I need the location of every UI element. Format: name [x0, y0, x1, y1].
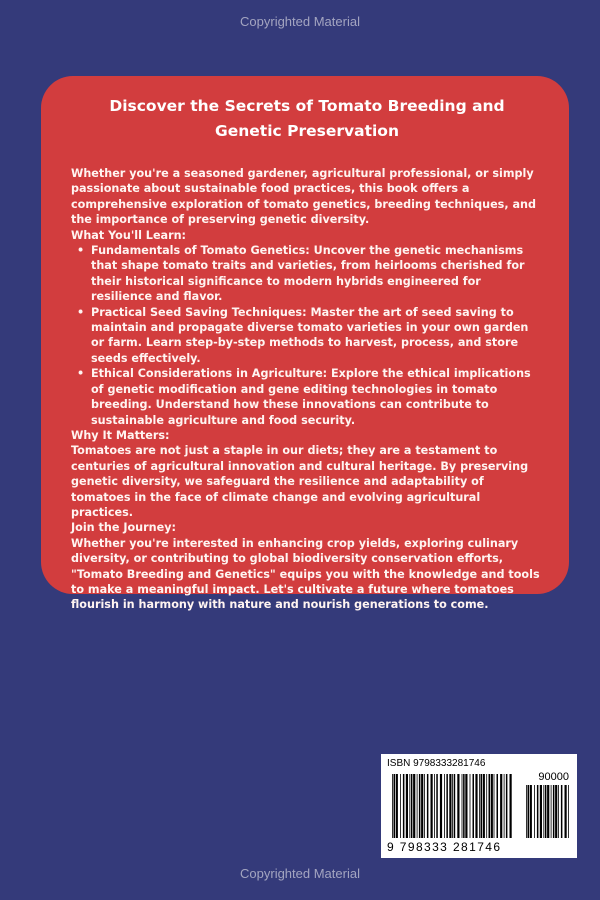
copyright-watermark-bottom: Copyrighted Material	[240, 866, 360, 881]
learn-heading: What You'll Learn:	[71, 228, 187, 242]
isbn-label: ISBN 9798333281746	[387, 758, 486, 769]
matters-paragraph: Tomatoes are not just a staple in our diets; they are a testament to centuries of agricultural innovation and cultural heritage. By preserving genetic diversity, we safeguard the resilience and adaptability of tomatoes in the face of climate change and evolving agricultural practices.	[71, 444, 529, 519]
price-code: 90000	[538, 771, 569, 783]
list-item: • Ethical Considerations in Agriculture: Explore the ethical implications of genetic modification and gene editing technologies in tomato breeding. Understand how these innovations can contribute to sustainable agriculture and food security.	[91, 366, 543, 428]
list-item: • Fundamentals of Tomato Genetics: Uncover the genetic mechanisms that shape tomato traits and varieties, from heirlooms cherished for their historical significance to modern hybrids engineered for resilience and flavor.	[91, 243, 543, 305]
description-panel	[41, 76, 569, 612]
journey-paragraph: Whether you're interested in enhancing crop yields, exploring culinary diversity, or contributing to global biodiversity conservation efforts, "Tomato Breeding and Genetics" equips you with the knowledge and tools to make a meaningful impact. Let's cultivate a future where tomatoes flourish in harmony with nature and nourish generations to come.	[71, 536, 540, 612]
intro-paragraph: Whether you're a seasoned gardener, agricultural professional, or simply passionate about sustainable food practices, this book offers a comprehensive exploration of tomato genetics, breeding techniques, and the importance of preserving genetic diversity.	[71, 167, 537, 227]
supplement-barcode-bars-icon	[526, 785, 570, 838]
barcode-bars-icon	[392, 774, 512, 838]
matters-heading: Why It Matters:	[71, 428, 170, 442]
isbn-barcode	[381, 754, 577, 858]
barcode-digits: 9 798333 281746	[387, 840, 502, 854]
list-item: • Practical Seed Saving Techniques: Master the art of seed saving to maintain and propagate diverse tomato varieties in your own garden or farm. Learn step-by-step methods to harvest, process, and store seeds effectively.	[91, 305, 543, 367]
journey-heading: Join the Journey:	[71, 521, 176, 535]
learn-list	[71, 243, 543, 428]
description-body	[71, 166, 543, 613]
copyright-watermark-top: Copyrighted Material	[240, 14, 360, 29]
panel-title: Discover the Secrets of Tomato Breeding and Genetic Preservation	[109, 97, 505, 140]
